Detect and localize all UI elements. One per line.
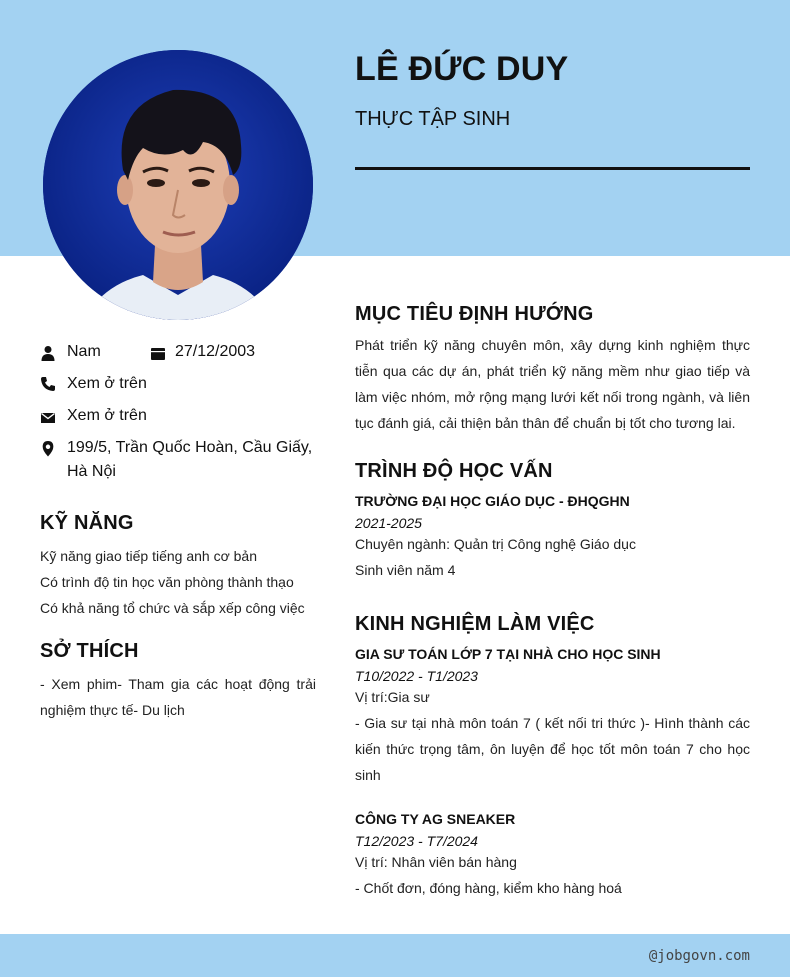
mail-icon	[40, 410, 56, 428]
job-entry	[355, 811, 750, 901]
calendar-icon	[150, 345, 166, 363]
skill-item: Có trình độ tin học văn phòng thành thạo	[40, 574, 294, 590]
education-title: TRÌNH ĐỘ HỌC VẤN	[355, 460, 553, 482]
skills-list	[40, 543, 320, 621]
location-pin-icon	[40, 441, 56, 459]
job-description: - Gia sư tại nhà môn toán 7 ( kết nối tri thức )- Hình thành các kiến thức trọng tâm, ôn luyện để học tốt môn toán 7 cho học sinh	[355, 715, 750, 783]
profile-photo	[43, 50, 313, 320]
education-period: 2021-2025	[355, 515, 422, 531]
email-text: Xem ở trên	[67, 407, 147, 424]
candidate-name: LÊ ĐỨC DUY	[355, 50, 569, 88]
phone-text: Xem ở trên	[67, 375, 147, 392]
objective-title: MỤC TIÊU ĐỊNH HƯỚNG	[355, 303, 594, 325]
hobbies-text: - Xem phim- Tham gia các hoạt động trải nghiệm thực tế- Du lịch	[40, 676, 316, 718]
skill-item: Kỹ năng giao tiếp tiếng anh cơ bản	[40, 548, 258, 564]
person-icon	[40, 345, 56, 363]
address-line-1: 199/5, Trần Quốc Hoàn, Cầu Giấy,	[67, 439, 313, 456]
objective-text: Phát triển kỹ năng chuyên môn, xây dựng kinh nghiệm thực tiễn qua các dự án, phát triển kỹ năng mềm như giao tiếp và làm việc nhóm, mở rộng mạng lưới kết nối trong ngành, và liên tục đánh giá, cải thiện bản thân để chuẩn bị tốt cho tương lai.	[355, 337, 750, 431]
education-entry	[355, 493, 750, 583]
education-year: Sinh viên năm 4	[355, 562, 456, 578]
address-line-2: Hà Nội	[67, 463, 116, 480]
job-position: Vị trí:Gia sư	[355, 689, 430, 705]
job-period: T12/2023 - T7/2024	[355, 833, 478, 849]
header-divider	[355, 167, 750, 170]
job-company: CÔNG TY AG SNEAKER	[355, 811, 516, 827]
job-entry	[355, 646, 750, 788]
portrait-illustration	[43, 50, 313, 320]
experience-title: KINH NGHIỆM LÀM VIỆC	[355, 613, 595, 635]
birthdate-text: 27/12/2003	[175, 343, 256, 360]
gender-text: Nam	[67, 343, 101, 360]
footer-watermark: @jobgovn.com	[648, 948, 750, 964]
skill-item: Có khả năng tổ chức và sắp xếp công việc	[40, 600, 305, 616]
job-company: GIA SƯ TOÁN LỚP 7 TẠI NHÀ CHO HỌC SINH	[355, 646, 661, 662]
school-name: TRƯỜNG ĐẠI HỌC GIÁO DỤC - ĐHQGHN	[355, 493, 630, 509]
hobbies-title: SỞ THÍCH	[40, 640, 139, 662]
education-major: Chuyên ngành: Quản trị Công nghệ Giáo dục	[355, 536, 636, 552]
job-description: - Chốt đơn, đóng hàng, kiểm kho hàng hoá	[355, 880, 622, 896]
candidate-role: THỰC TẬP SINH	[355, 108, 511, 130]
skills-title: KỸ NĂNG	[40, 512, 134, 534]
phone-icon	[40, 376, 56, 394]
job-period: T10/2022 - T1/2023	[355, 668, 478, 684]
job-position: Vị trí: Nhân viên bán hàng	[355, 854, 517, 870]
